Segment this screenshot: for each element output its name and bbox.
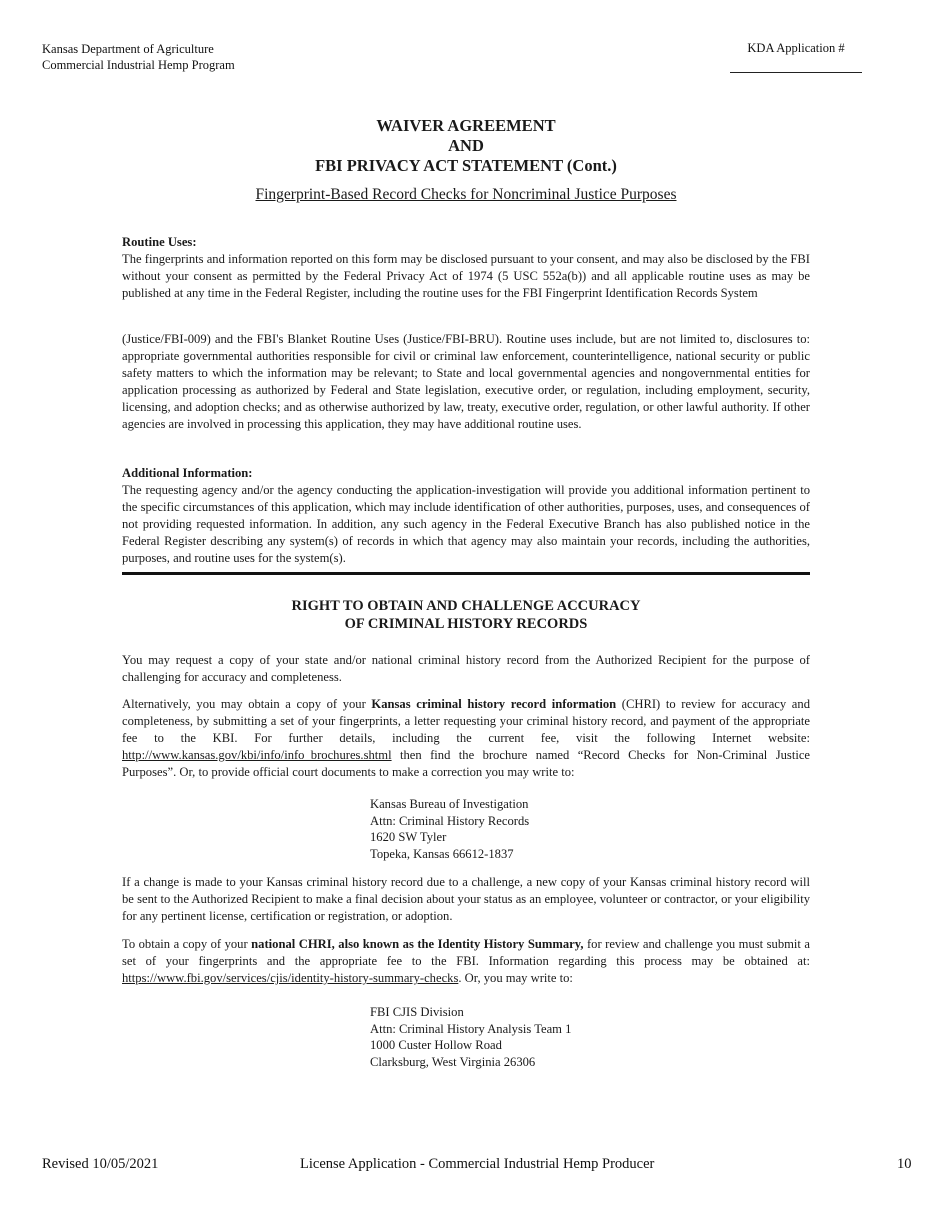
title-line-3: FBI PRIVACY ACT STATEMENT (Cont.) [315,156,617,175]
additional-info-paragraph: The requesting agency and/or the agency conducting the application-investigation will provide you additional information pertinent to the specific circumstances of this application, which may include identification of other authorities, purposes, uses, and consequences of not providing requested information. In addition, any such agency in the Federal Executive Branch has also published notice in the Federal Register describing any system(s) of records in which that agency may also maintain your records, including the authorities, purposes, and routine uses for the system(s). [122,483,810,565]
national-chri-paragraph [122,936,810,987]
application-number-field[interactable] [730,72,862,73]
kbi-address-line: Topeka, Kansas 66612-1837 [370,846,514,861]
header-dept: Kansas Department of Agriculture [42,42,214,56]
header-left [42,41,235,73]
request-copy-paragraph: You may request a copy of your state and/or national criminal history record from the Authorized Recipient for the purpose of challenging for accuracy and completeness. [122,653,810,684]
fbi-identity-history-link[interactable]: https://www.fbi.gov/services/cjis/identity-history-summary-checks [122,971,459,985]
right-to-obtain-title [122,597,810,633]
title-line-1: WAIVER AGREEMENT [376,116,556,135]
fbi-address-line: Attn: Criminal History Analysis Team 1 [370,1021,572,1036]
application-number-label: KDA Application # [747,41,845,55]
scanned-page [122,116,811,1069]
kansas-chri-bold: Kansas criminal history record information [371,697,617,711]
fbi-address-line: Clarksburg, West Virginia 26306 [370,1054,536,1069]
additional-info-heading: Additional Information: [122,466,253,480]
kansas-chri-paragraph [122,696,810,781]
kbi-address-line: 1620 SW Tyler [370,830,447,844]
subtitle: Fingerprint-Based Record Checks for Noncriminal Justice Purposes [255,186,677,203]
routine-uses-section [122,234,810,302]
kbi-address-line: Attn: Criminal History Records [370,813,530,828]
header-program: Commercial Industrial Hemp Program [42,58,235,72]
national-chri-bold: national CHRI, also known as the Identity History Summary, [251,937,584,951]
national-chri-text-c: . Or, you may write to: [458,971,573,985]
right-title-line-1: RIGHT TO OBTAIN AND CHALLENGE ACCURACY [291,598,641,614]
fbi-address-line: 1000 Custer Hollow Road [370,1038,502,1052]
national-chri-text-b: for review and challenge you must submit a set of your fingerprints and the appropriate fee to the FBI. Information regarding this process may be obtained at: [122,937,811,968]
kbi-address-line: Kansas Bureau of Investigation [370,797,529,811]
kansas-chri-text-b: (CHRI) to review for accuracy and completeness, by submitting a set of your fingerprints, a letter requesting your criminal history record, and payment of the appropriate fee to the KBI. For further details, including the current fee, visit the following Internet website: [122,697,810,745]
fbi-address-line: FBI CJIS Division [370,1005,464,1019]
footer-document-title: License Application - Commercial Industrial Hemp Producer [300,1156,655,1172]
kansas-change-paragraph: If a change is made to your Kansas criminal history record due to a challenge, a new copy of your Kansas criminal history record will be sent to the Authorized Recipient to make a final decision about your status as an employee, volunteer or contractor, or your eligibility for any pertinent license, certification or registration, or adoption. [122,875,810,923]
fbi-address [370,1004,571,1070]
routine-uses-paragraph-2: (Justice/FBI-009) and the FBI's Blanket Routine Uses (Justice/FBI-BRU). Routine uses include, but are not limited to, disclosures to: appropriate governmental authorities responsible for civil or criminal law enforcement, counterintelligence, national security or public safety matters to which the information may be relevant; to State and local governmental agencies and nongovernmental entities for application processing as authorized by Federal and State legislation, executive order, or regulation, including employment, security, licensing, and adoption checks; and as otherwise authorized by law, treaty, executive order, regulation, or other lawful authority. If other agencies are involved in processing this application, they may have additional routine uses. [122,332,810,431]
footer-revised-date: Revised 10/05/2021 [42,1156,159,1172]
additional-info-section [122,465,810,567]
kansas-chri-text-c: then find the brochure named “Record Checks for Non-Criminal Justice Purposes”. Or, to provide official court documents to make a correction you may write to: [122,748,810,779]
kbi-address [370,796,529,862]
section-divider [122,572,810,575]
kbi-brochures-link[interactable]: http://www.kansas.gov/kbi/info/info_brochures.shtml [122,748,392,762]
right-title-line-2: OF CRIMINAL HISTORY RECORDS [344,616,588,632]
title-line-2: AND [448,136,484,155]
kansas-chri-text-a: Alternatively, you may obtain a copy of your [122,697,372,711]
routine-uses-paragraph-1: The fingerprints and information reported on this form may be disclosed pursuant to your consent, and may also be disclosed by the FBI without your consent as permitted by the Federal Privacy Act of 1974 (5 USC 552a(b)) and all applicable routine uses as may be published at any time in the Federal Register, including the routine uses for the FBI Fingerprint Identification Records System [122,252,810,300]
footer-page-number: 10 [897,1156,912,1172]
routine-uses-heading: Routine Uses: [122,235,197,249]
national-chri-text-a: To obtain a copy of your [122,937,252,951]
